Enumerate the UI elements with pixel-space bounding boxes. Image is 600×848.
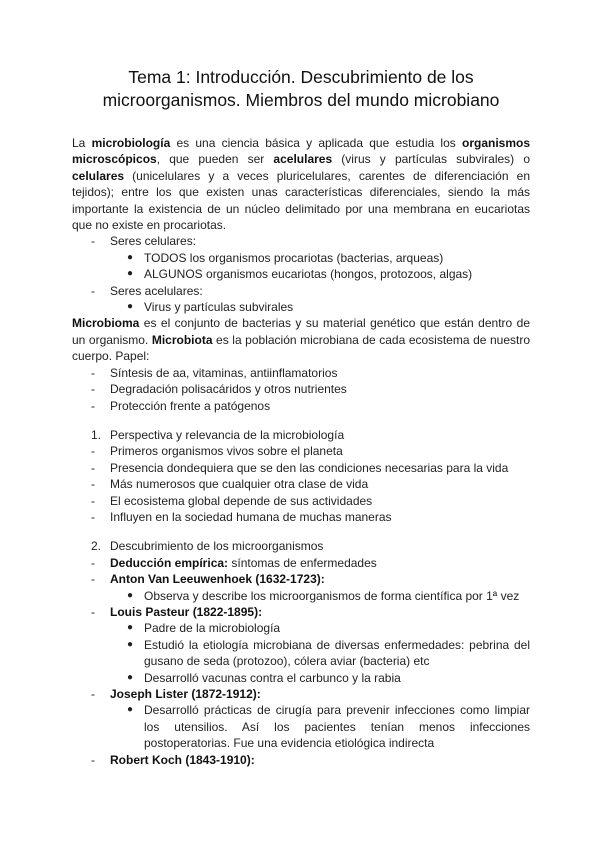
term-deduccion-empirica: Deducción empírica:	[110, 555, 229, 570]
list-item	[72, 233, 530, 249]
intro-text: (virus y partículas subvirales) o	[332, 152, 530, 167]
term-organismos-microscopicos: organismos microscópicos	[72, 136, 530, 167]
scientist-koch: Robert Koch (1843-1910):	[110, 752, 255, 767]
term-celulares: celulares	[72, 168, 125, 183]
list-item-text: ALGUNOS organismos eucariotas (hongos, protozoos, algas)	[144, 267, 473, 282]
bullet-icon: ●	[127, 622, 134, 634]
list-item	[72, 509, 530, 525]
list-item	[72, 398, 530, 414]
dash-marker: -	[91, 493, 95, 508]
number-marker: 1.	[91, 427, 102, 442]
term-microbiologia: microbiología	[91, 136, 171, 150]
section-title: Descubrimiento de los microorganismos	[110, 539, 324, 554]
list-item	[72, 381, 530, 397]
list-item-text: Desarrolló vacunas contra el carbunco y la rabia	[144, 670, 401, 685]
list-item	[72, 266, 530, 282]
list-item	[72, 571, 530, 587]
intro-text: (unicelulares y a veces pluricelulares, carentes de diferenciación en tejidos); entre los que existen unas características diferenciales, siendo la más importante la existencia de un núcleo delimitado por una membrana en eucariotas que no existe en procariotas.	[72, 168, 530, 233]
list-item	[72, 365, 530, 381]
term-microbioma: Microbioma	[72, 316, 140, 331]
dash-marker: -	[91, 283, 95, 298]
list-item-text: Protección frente a patógenos	[110, 398, 271, 413]
dash-marker: -	[91, 365, 95, 380]
list-item-text: Observa y describe los microorganismos de forma científica por 1ª vez	[144, 588, 520, 603]
paragraph-text: es la población microbiana de cada ecosistema de nuestro cuerpo. Papel:	[72, 332, 530, 364]
list-item-text: Síntesis de aa, vitaminas, antiinflamatorios	[110, 365, 338, 380]
list-item	[72, 588, 530, 604]
document-page	[72, 66, 530, 768]
list-item-text: Más numerosos que cualquier otra clase de vida	[110, 477, 369, 492]
section-heading	[72, 538, 530, 554]
list-item	[72, 702, 530, 751]
list-item-text: síntomas de enfermedades	[228, 555, 377, 570]
scientist-lister: Joseph Lister (1872-1912):	[110, 687, 261, 701]
list-item-text: TODOS los organismos procariotas (bacterias, arqueas)	[144, 250, 444, 265]
microbioma-paragraph	[72, 315, 530, 364]
term-microbiota: Microbiota	[151, 332, 213, 347]
intro-text: La	[72, 136, 92, 150]
list-item-text: Seres celulares:	[110, 234, 197, 249]
list-item	[72, 670, 530, 686]
list-item	[72, 283, 530, 299]
list-item-text: Padre de la microbiología	[144, 621, 281, 636]
list-item	[72, 460, 530, 476]
list-item-text: Influyen en la sociedad humana de muchas maneras	[110, 509, 392, 524]
dash-marker: -	[91, 477, 95, 492]
document-body	[72, 135, 530, 768]
list-item-text: Estudió la etiología microbiana de diversas enfermedades: pebrina del gusano de seda (protozoo), cólera aviar (bacteria) etc	[144, 637, 530, 669]
list-item-text: Desarrolló prácticas de cirugía para prevenir infecciones como limpiar los utensilios. Así los pacientes tenían menos infecciones postoperatorias. Fue una evidencia etiológica indirecta	[144, 703, 530, 751]
list-item-text: Seres acelulares:	[110, 283, 203, 298]
intro-paragraph	[72, 135, 530, 233]
dash-marker: -	[91, 509, 95, 524]
list-item-text: Virus y partículas subvirales	[144, 300, 294, 315]
scientist-pasteur: Louis Pasteur (1822-1895):	[110, 604, 263, 619]
dash-marker: -	[91, 687, 95, 701]
spacer	[72, 525, 530, 538]
term-acelulares: acelulares	[273, 152, 333, 167]
bullet-icon: ●	[127, 251, 134, 263]
bullet-icon: ●	[127, 704, 134, 716]
spacer	[72, 414, 530, 427]
bullet-icon: ●	[127, 301, 134, 313]
dash-marker: -	[91, 234, 95, 249]
dash-marker: -	[91, 555, 95, 570]
bullet-icon: ●	[127, 589, 134, 601]
list-item	[72, 555, 530, 571]
number-marker: 2.	[91, 539, 102, 554]
bullet-icon: ●	[127, 268, 134, 280]
dash-marker: -	[91, 604, 95, 619]
list-item	[72, 752, 530, 768]
list-item-text: El ecosistema global depende de sus actividades	[110, 493, 373, 508]
bullet-icon: ●	[127, 671, 134, 683]
list-item	[72, 686, 530, 702]
list-item-text: Primeros organismos vivos sobre el planeta	[110, 444, 343, 459]
dash-marker: -	[91, 752, 95, 767]
dash-marker: -	[91, 382, 95, 397]
intro-text: es una ciencia básica y aplicada que estudia los	[170, 136, 462, 150]
list-item	[72, 620, 530, 636]
section-heading	[72, 427, 530, 443]
section-title: Perspectiva y relevancia de la microbiología	[110, 427, 345, 442]
list-item	[72, 250, 530, 266]
paragraph-text: es el conjunto de bacterias y su material genético que están dentro de un organismo.	[72, 316, 530, 347]
page-title: Tema 1: Introducción. Descubrimiento de los microorganismos. Miembros del mundo microbiano	[102, 67, 500, 110]
intro-text: , que pueden ser	[156, 152, 274, 167]
list-item	[72, 476, 530, 492]
list-item	[72, 604, 530, 620]
list-item	[72, 299, 530, 315]
dash-marker: -	[91, 460, 95, 475]
list-item	[72, 637, 530, 670]
bullet-icon: ●	[127, 638, 134, 650]
list-item-text: Degradación polisacáridos y otros nutrientes	[110, 382, 347, 397]
scientist-leeuwenhoek: Anton Van Leeuwenhoek (1632-1723):	[110, 572, 325, 587]
dash-marker: -	[91, 572, 95, 587]
list-item	[72, 493, 530, 509]
list-item	[72, 443, 530, 459]
dash-marker: -	[91, 444, 95, 459]
dash-marker: -	[91, 398, 95, 413]
list-item-text: Presencia dondequiera que se den las condiciones necesarias para la vida	[110, 460, 509, 475]
